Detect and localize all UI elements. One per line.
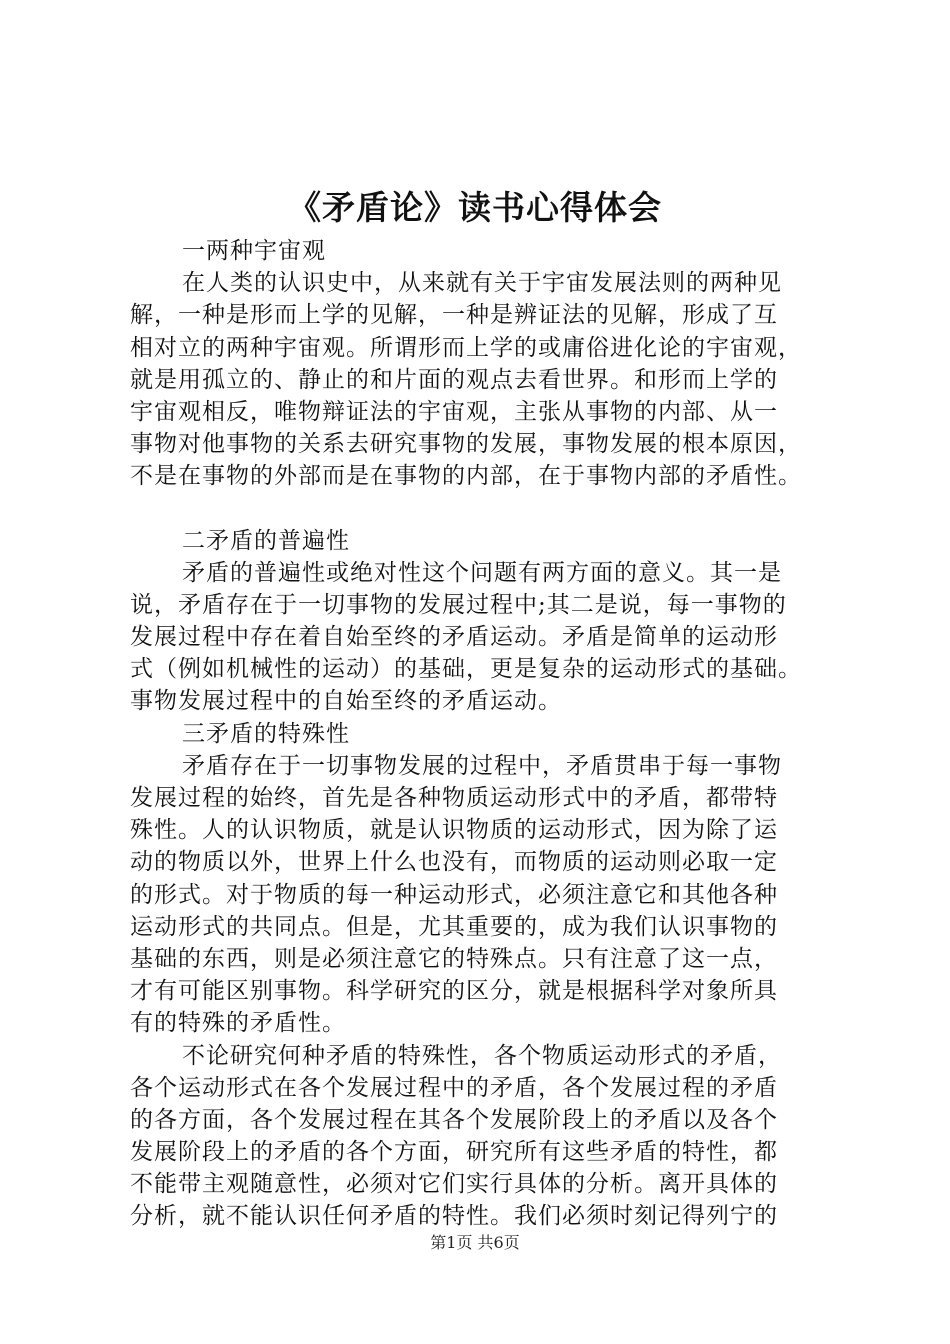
paragraph-line: 就是用孤立的、静止的和片面的观点去看世界。和形而上学的 [130, 366, 778, 393]
paragraph-line: 事物发展过程中的自始至终的矛盾运动。 [130, 688, 562, 715]
paragraph-line: 解，一种是形而上学的见解，一种是辨证法的见解，形成了互 [130, 302, 778, 329]
paragraph-line: 分析，就不能认识任何矛盾的特性。我们必须时刻记得列宁的 [130, 1203, 778, 1230]
paragraph-line: 矛盾存在于一切事物发展的过程中，矛盾贯串于每一事物 [182, 752, 782, 779]
paragraph-line: 不能带主观随意性，必须对它们实行具体的分析。离开具体的 [130, 1171, 778, 1198]
paragraph-line: 运动形式的共同点。但是，尤其重要的，成为我们认识事物的 [130, 913, 778, 940]
paragraph-line: 宇宙观相反，唯物辩证法的宇宙观，主张从事物的内部、从一 [130, 398, 778, 425]
paragraph-line: 的形式。对于物质的每一种运动形式，必须注意它和其他各种 [130, 881, 778, 908]
paragraph-line: 相对立的两种宇宙观。所谓形而上学的或庸俗进化论的宇宙观， [130, 334, 802, 361]
document-title: 《矛盾论》读书心得体会 [288, 188, 662, 227]
paragraph-line: 基础的东西，则是必须注意它的特殊点。只有注意了这一点， [130, 945, 778, 972]
paragraph-line: 发展阶段上的矛盾的各个方面，研究所有这些矛盾的特性，都 [130, 1139, 778, 1166]
paragraph-line: 才有可能区别事物。科学研究的区分，就是根据科学对象所具 [130, 978, 778, 1005]
paragraph-line: 有的特殊的矛盾性。 [130, 1010, 346, 1037]
paragraph-gap [130, 493, 830, 525]
paragraph-line: 说，矛盾存在于一切事物的发展过程中;其二是说，每一事物的 [130, 591, 787, 618]
paragraph-line: 矛盾的普遍性或绝对性这个问题有两方面的意义。其一是 [182, 559, 782, 586]
paragraph-line: 殊性。人的认识物质，就是认识物质的运动形式，因为除了运 [130, 817, 778, 844]
paragraph-line: 动的物质以外，世界上什么也没有，而物质的运动则必取一定 [130, 849, 778, 876]
section-heading: 三矛盾的特殊性 [182, 720, 350, 747]
paragraph-line: 的各方面，各个发展过程在其各个发展阶段上的矛盾以及各个 [130, 1106, 778, 1133]
section-heading: 一两种宇宙观 [182, 238, 326, 264]
paragraph-line: 不是在事物的外部而是在事物的内部，在于事物内部的矛盾性。 [130, 463, 802, 490]
paragraph-line: 事物对他事物的关系去研究事物的发展，事物发展的根本原因， [130, 431, 802, 458]
section-heading: 二矛盾的普遍性 [182, 527, 350, 554]
paragraph-line: 发展过程中存在着自始至终的矛盾运动。矛盾是简单的运动形 [130, 624, 778, 651]
page-number: 第1页 共6页 [430, 1233, 520, 1252]
paragraph-line: 发展过程的始终，首先是各种物质运动形式中的矛盾，都带特 [130, 785, 778, 811]
paragraph-line: 不论研究何种矛盾的特殊性，各个物质运动形式的矛盾， [182, 1042, 782, 1069]
document-body [130, 235, 830, 1233]
paragraph-line: 各个运动形式在各个发展过程中的矛盾，各个发展过程的矛盾 [130, 1074, 778, 1101]
paragraph-line: 在人类的认识史中，从来就有关于宇宙发展法则的两种见 [182, 270, 782, 297]
paragraph-line: 式（例如机械性的运动）的基础，更是复杂的运动形式的基础。 [130, 656, 802, 683]
